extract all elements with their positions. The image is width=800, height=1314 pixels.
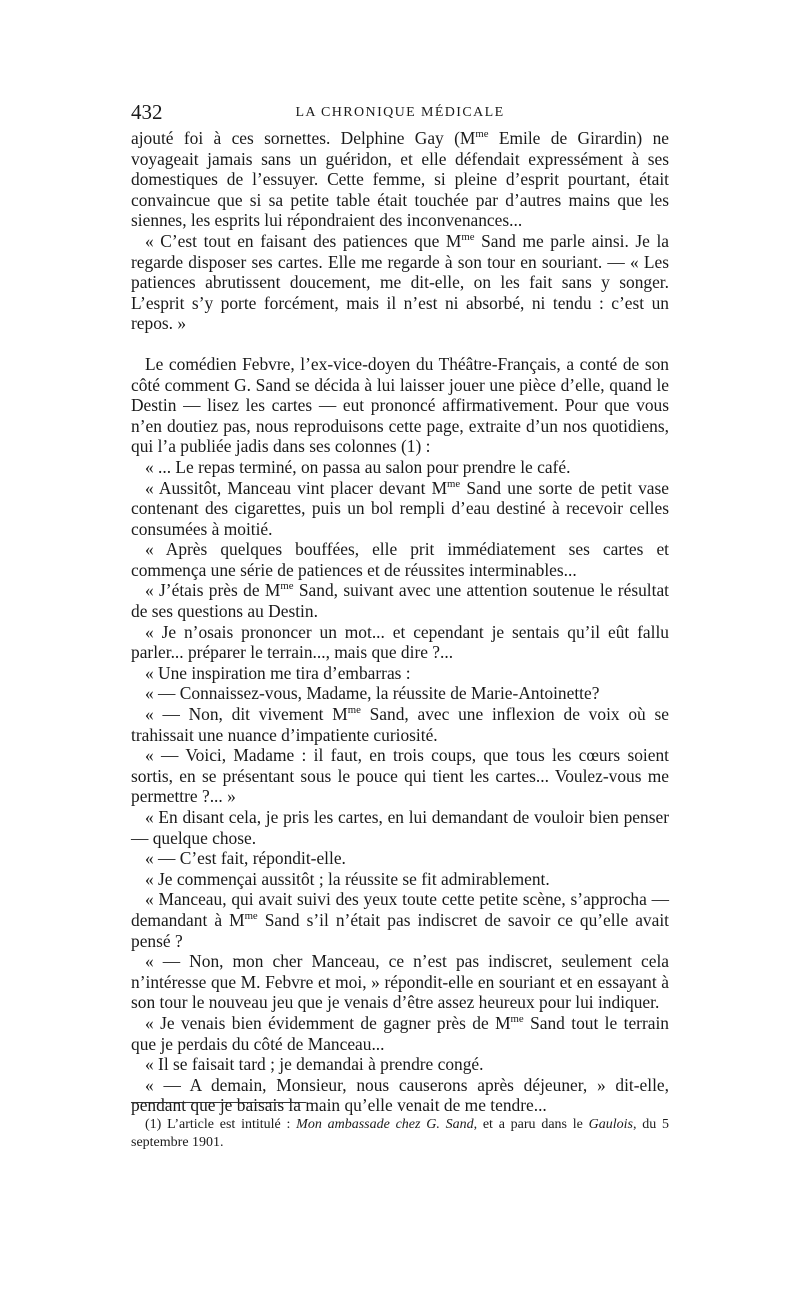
paragraph: « — A demain, Monsieur, nous causerons après déjeuner, » dit-elle, pendant que je baisais la main qu’elle venait de me tendre...: [131, 1074, 669, 1116]
footnote-text-middle: , et a paru dans le: [473, 1117, 583, 1132]
footnote: [131, 1116, 669, 1152]
footnote-text-before: L’article est intitulé :: [167, 1117, 291, 1132]
body-text: [131, 128, 669, 1116]
page: [131, 100, 669, 1116]
running-title: LA CHRONIQUE MÉDICALE: [295, 105, 505, 120]
paragraph: « Une inspiration me tira d’embarras :: [145, 662, 411, 683]
paragraph: « — Non, dit vivement $M^{me}$ Sand, avec une inflexion de voix où se trahissait une nuance d’impatiente curiosité.: [131, 704, 669, 745]
paragraph: « J’étais près de $M^{me}$ Sand, suivant avec une attention soutenue le résultat de ses questions au Destin.: [131, 580, 669, 622]
paragraph: « Je commençai aussitôt ; la réussite se fit admirablement.: [145, 868, 550, 889]
paragraph: « Il se faisait tard ; je demandai à prendre congé.: [145, 1054, 484, 1075]
paragraph: « ... Le repas terminé, on passa au salon pour prendre le café.: [145, 456, 571, 477]
footnote-text-after: , du 5 septembre 1901.: [131, 1117, 669, 1150]
paragraph: « En disant cela, je pris les cartes, en lui demandant de vouloir bien penser — quelque chose.: [131, 807, 669, 848]
paragraph: « C’est tout en faisant des patiences que $M^{me}$ Sand me parle ainsi. Je la regarde disposer ses cartes. Elle me regarde à son tour en souriant. — « Les patiences abrutissent doucement, me dit-elle, on les fait sans y songer. L’esprit s’y porte forcément, mais il n’est ni absorbé, ni tendu : c’est un repos. »: [131, 230, 669, 334]
footnote-marker: (1): [145, 1117, 162, 1132]
paragraph: « — C’est fait, répondit-elle.: [145, 848, 346, 869]
page-number: 432: [131, 100, 163, 124]
footnote-journal: Gaulois: [588, 1117, 633, 1132]
footnote-article-title: Mon ambassade chez G. Sand: [296, 1117, 474, 1132]
page-header: [131, 100, 669, 128]
paragraph: « — Connaissez-vous, Madame, la réussite de Marie-Antoinette?: [145, 683, 600, 704]
paragraph: « Aussitôt, Manceau vint placer devant $M^{me}$ Sand une sorte de petit vase contenant des cigarettes, puis un bol rempli d’eau destiné à recevoir celles consumées à moitié.: [131, 477, 669, 539]
paragraph: « Manceau, qui avait suivi des yeux toute cette petite scène, s’approcha — demandant à $M^{me}$ Sand s’il n’était pas indiscret de savoir ce qu’elle avait pensé ?: [131, 889, 669, 951]
paragraph: ajouté foi à ces sornettes. Delphine Gay ($M^{me}$ Emile de Girardin) ne voyageait jamais sans un guéridon, et elle défendait expressément à ses domestiques de l’essuyer. Cette femme, si pleine d’esprit pourtant, était convaincue que si sa petite table était touchée par d’autres mains que les siennes, les esprits lui répondraient des inconvenances...: [131, 128, 669, 231]
paragraph: Le comédien Febvre, l’ex-vice-doyen du Théâtre-Français, a conté de son côté comment G. Sand se décida à lui laisser jouer une pièce d’elle, quand le Destin — lisez les cartes — eut prononcé affirmativement. Pour que vous n’en doutiez pas, nous reproduisons cette page, extraite d’un nos quotidiens, qui l’a publiée jadis dans ses colonnes (1) :: [131, 353, 669, 457]
footnote-rule: [131, 1102, 306, 1103]
paragraph: « Après quelques bouffées, elle prit immédiatement ses cartes et commença une série de patiences et de réussites interminables...: [131, 539, 669, 580]
paragraph: « — Voici, Madame : il faut, en trois coups, que tous les cœurs soient sortis, en se présentant sous le pouce qui tient les cartes... Voulez-vous me permettre ?... »: [131, 745, 669, 807]
paragraph: « Je n’osais prononcer un mot... et cependant je sentais qu’il eût fallu parler... préparer le terrain..., mais que dire ?...: [131, 621, 669, 663]
paragraph: « Je venais bien évidemment de gagner près de $M^{me}$ Sand tout le terrain que je perdais du côté de Manceau...: [131, 1012, 669, 1054]
paragraph: « — Non, mon cher Manceau, ce n’est pas indiscret, seulement cela n’intéresse que M. Febvre et moi, » répondit-elle en souriant et en essayant à son tour le nouveau jeu que je venais d’être assez heureux pour lui indiquer.: [131, 951, 669, 1013]
